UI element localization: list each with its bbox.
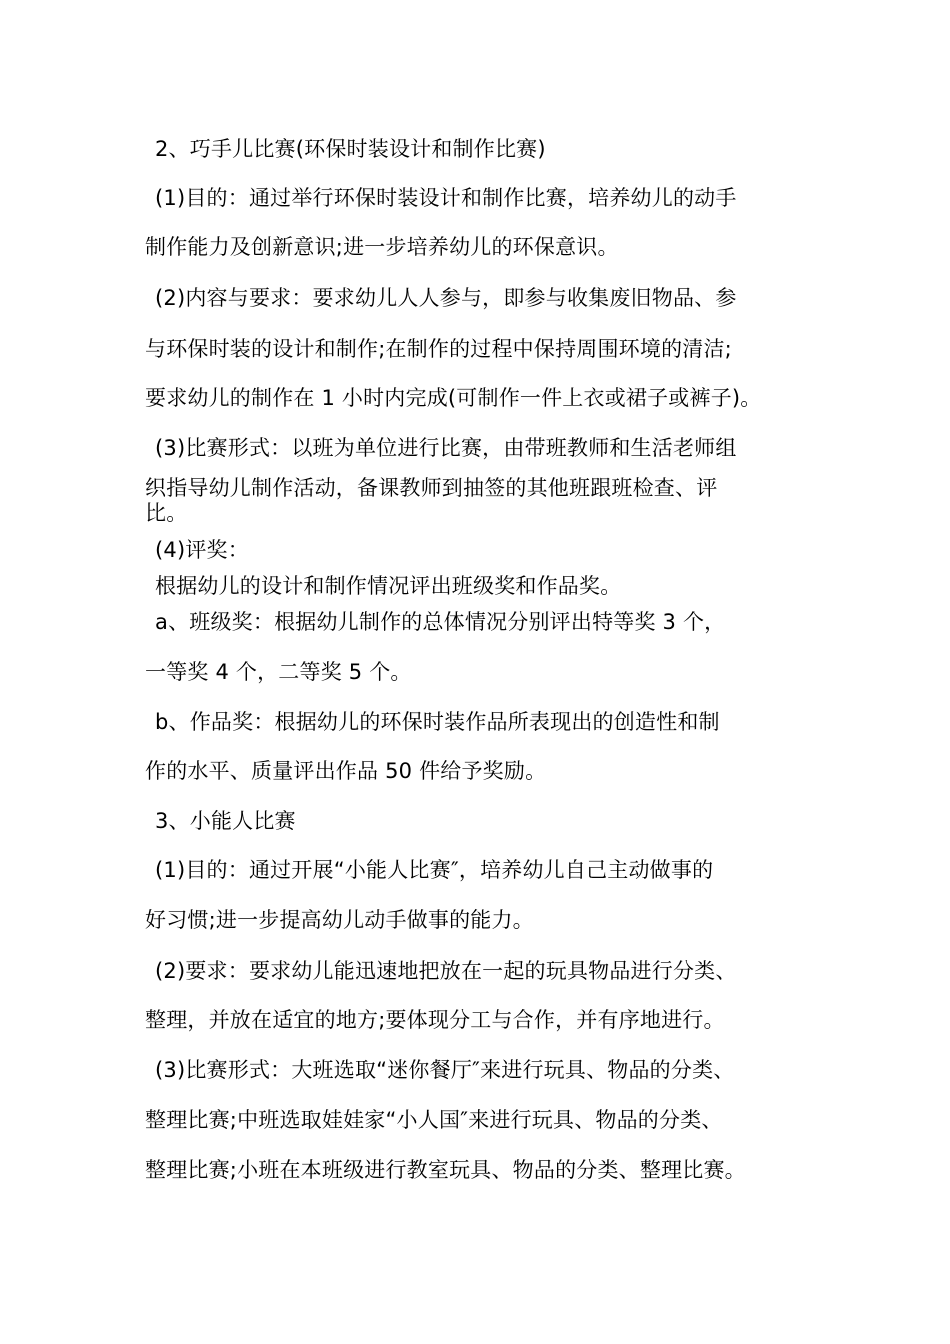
paragraph-line: 整理，并放在适宜的地方;要体现分工与合作，并有序地进行。 xyxy=(145,1008,725,1032)
paragraph-line: 作的水平、质量评出作品 50 件给予奖励。 xyxy=(145,759,547,783)
section-heading-2: 2、巧手儿比赛(环保时装设计和制作比赛) xyxy=(155,137,546,161)
paragraph-line: 整理比赛;小班在本班级进行教室玩具、物品的分类、整理比赛。 xyxy=(145,1158,746,1182)
paragraph-line: 整理比赛;中班选取娃娃家“小人国″来进行玩具、物品的分类、 xyxy=(145,1108,723,1132)
paragraph-line: 制作能力及创新意识;进一步培养幼儿的环保意识。 xyxy=(145,235,619,259)
paragraph-line: a、班级奖：根据幼儿制作的总体情况分别评出特等奖 3 个， xyxy=(155,610,726,634)
paragraph-line: (3)比赛形式：大班选取“迷你餐厅″来进行玩具、物品的分类、 xyxy=(155,1058,735,1082)
paragraph-line: 根据幼儿的设计和制作情况评出班级奖和作品奖。 xyxy=(155,574,622,598)
paragraph-line: 要求幼儿的制作在 1 小时内完成(可制作一件上衣或裙子或裤子)。 xyxy=(145,386,762,410)
paragraph-line: (1)目的：通过开展“小能人比赛″，培养幼儿自己主动做事的 xyxy=(155,858,714,882)
paragraph-line: (4)评奖： xyxy=(155,538,249,562)
section-heading-3: 3、小能人比赛 xyxy=(155,809,296,833)
paragraph-line: 织指导幼儿制作活动，备课教师到抽签的其他班跟班检查、评 xyxy=(145,476,718,500)
paragraph-line: b、作品奖：根据幼儿的环保时装作品所表现出的创造性和制 xyxy=(155,710,720,734)
paragraph-line: (1)目的：通过举行环保时装设计和制作比赛，培养幼儿的动手 xyxy=(155,186,737,210)
paragraph-line: 一等奖 4 个，二等奖 5 个。 xyxy=(145,660,412,684)
paragraph-line: (2)内容与要求：要求幼儿人人参与，即参与收集废旧物品、参 xyxy=(155,286,737,310)
paragraph-line: (2)要求：要求幼儿能迅速地把放在一起的玩具物品进行分类、 xyxy=(155,959,737,983)
paragraph-line: 好习惯;进一步提高幼儿动手做事的能力。 xyxy=(145,908,534,932)
paragraph-line: 比。 xyxy=(145,501,188,525)
paragraph-line: 与环保时装的设计和制作;在制作的过程中保持周围环境的清洁; xyxy=(145,337,732,361)
paragraph-line: (3)比赛形式：以班为单位进行比赛，由带班教师和生活老师组 xyxy=(155,436,737,460)
